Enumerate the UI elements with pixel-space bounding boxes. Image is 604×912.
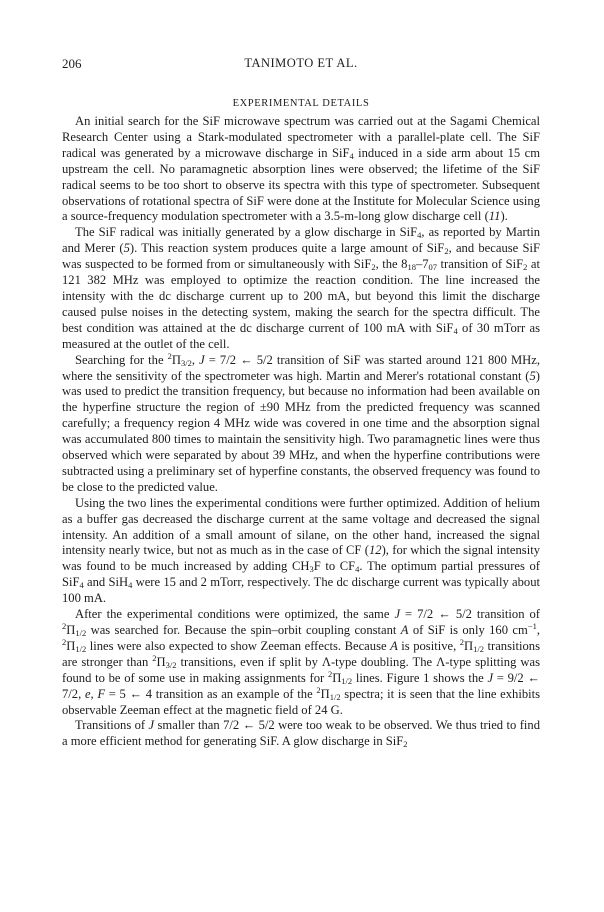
paragraph-2: The SiF radical was initially generated by a glow discharge in SiF$_4$, as reported by Martin and Merer (5). This reaction system produces quite a large amount of SiF$_2$, and because SiF was suspected to be formed from or simultaneously with SiF$_2$, the $8_{18}-7_{07}$ transition of SiF$_2$ at 121 382 MHz was employed to optimize the reaction condition. The line increased the intensity with the dc discharge current up to 200 mA, but beyond this limit the discharge caused pulse noises in the detecting system, making the search for the spectra difficult. The best condition was attained at the dc discharge current of 100 mA with SiF$_4$ of 30 mTorr as measured at the outlet of the cell. [62, 225, 540, 351]
citation-5: 5 [123, 241, 130, 256]
running-head: TANIMOTO ET AL. [244, 56, 358, 70]
paragraph-5: After the experimental conditions were optimized, the same J = 7/2 ← 5/2 transition of $^2\Pi_{1/2}$ was searched for. Because the spin–orbit coupling constant A of SiF is only 160 $cm^{-1}$, $^2\Pi_{1/2}$ lines were also expected to show Zeeman effects. Because A is positive, $^2\Pi_{1/2}$ transitions are stronger than $^2\Pi_{3/2}$ transitions, even if split by Λ-type doubling. The Λ-type splitting was found to be of some use in making assignments for $^2\Pi_{1/2}$ lines. Figure 1 shows the J = 9/2 ← 7/2, e, F = 5 ← 4 transition as an example of the $^2\Pi_{1/2}$ spectra; it is seen that the line exhibits observable Zeeman effect at the magnetic field of 24 G. [62, 607, 541, 717]
citation-12: 12 [368, 543, 382, 558]
paragraph-3: Searching for the $^2\Pi_{3/2}$, J = 7/2 ← 5/2 transition of SiF was started around 121 800 MHz, where the sensitivity of the spectrometer was high. Martin and Merer's rotational constant (5) was used to predict the transition frequency, but because no information had been available on the hyperfine structure the region of ±90 MHz from the predicted frequency was scanned carefully; a frequency region 4 MHz wide was covered in one time and the absorption signal was accumulated 800 times to maintain the sensitivity high. Two paramagnetic lines were thus observed which were separated by about 39 MHz, and when the hyperfine contributions were subtracted using a preliminary set of hyperfine constants, the observed frequency was found to be close to the predicted value. [62, 350, 540, 494]
page-number: 206 [62, 56, 82, 71]
paragraph-4: Using the two lines the experimental conditions were further optimized. Addition of helium as a buffer gas decreased the discharge current at the same voltage and decreased the signal intensity. An addition of a small amount of silane, on the other hand, increased the signal intensity nearly twice, but not as much as in the case of CF (12), for which the signal intensity was found to be much increased by adding $CH_3F$ to $CF_4$. The optimum partial pressures of SiF$_4$ and SiH$_4$ were 15 and 2 mTorr, respectively. The dc discharge current was typically about 100 mA. [62, 495, 541, 606]
paragraph-6: Transitions of J smaller than 7/2 ← 5/2 were too weak to be observed. We thus tried to find a more efficient method for generating SiF. A glow discharge in SiF$_2$ [62, 718, 540, 750]
paragraph-1: An initial search for the SiF microwave spectrum was carried out at the Sagami Chemical Research Center using a Stark-modulated spectrometer with a parallel-plate cell. The SiF radical was generated by a microwave discharge in SiF$_4$ induced in a side arm about 15 cm upstream the cell. No paramagnetic absorption lines were observed; the lifetime of the SiF radical seems to be too short to observe its spectra with this type of spectrometer. Subsequent observations of rotational spectra of SiF were done at the Institute for Molecular Science using a source-frequency modulation spectrometer with a 3.5-m-long glow discharge cell (11). [62, 114, 541, 224]
citation-5: 5 [529, 368, 536, 383]
page [62, 56, 540, 750]
running-header [62, 56, 540, 76]
citation-11: 11 [488, 209, 501, 224]
section-title: EXPERIMENTAL DETAILS [232, 98, 370, 109]
